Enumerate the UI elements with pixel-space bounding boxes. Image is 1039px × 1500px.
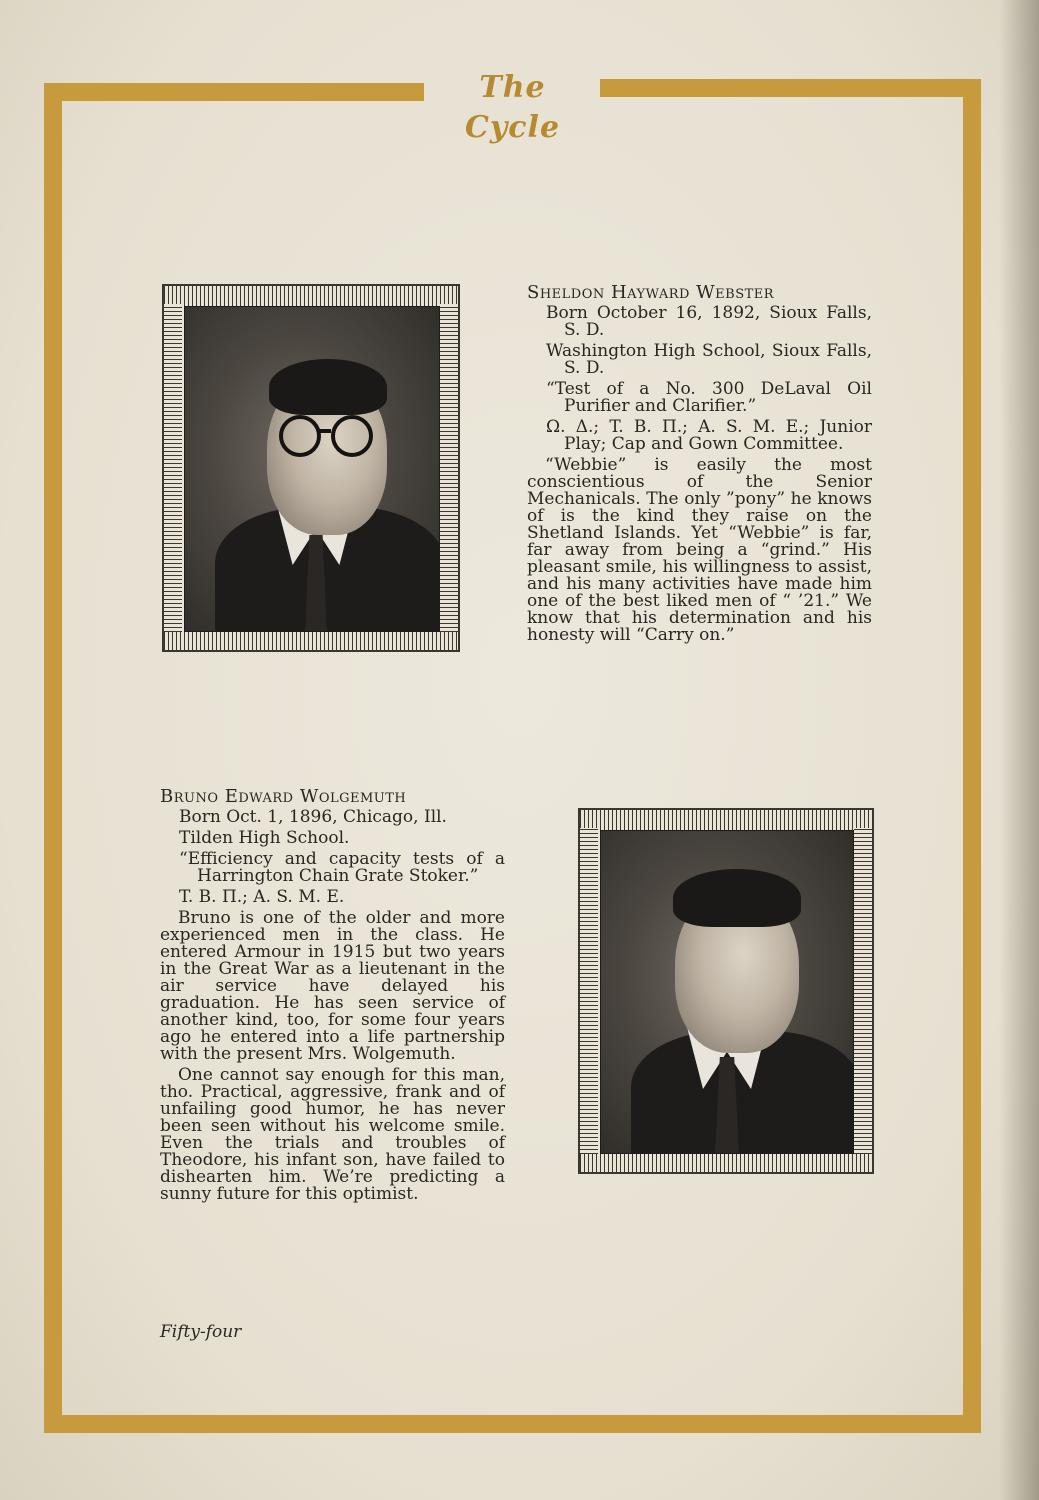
webster-name: Sheldon Hayward Webster xyxy=(527,282,775,303)
frame-bottom xyxy=(44,1415,981,1433)
wolgemuth-activities: T. B. Π.; A. S. M. E. xyxy=(179,887,345,907)
wolgemuth-school: Tilden High School. xyxy=(179,828,350,848)
webster-school: Washington High School, Sioux Falls, S. D. xyxy=(546,341,872,378)
portrait-wolgemuth xyxy=(600,830,854,1154)
wolgemuth-bio-2: One cannot say enough for this man, tho. Practical, aggressive, frank and of unfailing good humor, he has never been seen without his welcome smile. Even the trials and troubles of Theodore, his infant son, have failed to dishearten him. We’re predicting a sunny future for this optimist. xyxy=(160,1065,505,1204)
portrait-frame-webster xyxy=(162,284,460,652)
portrait-frame-wolgemuth xyxy=(578,808,874,1174)
webster-born: Born October 16, 1892, Sioux Falls, S. D. xyxy=(546,303,872,340)
wolgemuth-thesis: “Efficiency and capacity tests of a Harrington Chain Grate Stoker.” xyxy=(179,849,505,886)
webster-thesis: “Test of a No. 300 DeLaval Oil Purifier and Clarifier.” xyxy=(546,379,872,416)
wolgemuth-name: Bruno Edward Wolgemuth xyxy=(160,786,407,807)
portrait-webster xyxy=(184,306,440,632)
binding-shadow xyxy=(999,0,1039,1500)
frame-top-left xyxy=(44,83,424,101)
frame-right xyxy=(963,79,981,1433)
page-number: Fifty-four xyxy=(160,1322,242,1342)
webster-activities: Ω. Δ.; T. B. Π.; A. S. M. E.; Junior Play; Cap and Gown Committee. xyxy=(546,417,872,454)
wolgemuth-bio-1: Bruno is one of the older and more experienced men in the class. He entered Armour in 1915 but two years in the Great War as a lieutenant in the air service have delayed his graduation. He has seen service of another kind, too, for some four years ago he entered into a life partnership with the present Mrs. Wolgemuth. xyxy=(160,908,505,1064)
frame-left xyxy=(44,83,62,1433)
webster-bio: “Webbie” is easily the most conscientious of the Senior Mechanicals. The only ”pony” he knows of is the kind they raise on the Shetland Islands. Yet “Webbie” is far, far away from being a “grind.” His pleasant smile, his willingness to assist, and his many activities have made him one of the best liked men of “ ’21.” We know that his determination and his honesty will “Carry on.” xyxy=(527,455,872,645)
yearbook-title: The Cycle xyxy=(464,70,561,145)
glasses-icon xyxy=(279,415,321,457)
wolgemuth-entry xyxy=(160,788,505,1207)
wolgemuth-born: Born Oct. 1, 1896, Chicago, Ill. xyxy=(179,807,447,827)
webster-entry xyxy=(527,284,872,648)
frame-top-right xyxy=(600,79,981,97)
